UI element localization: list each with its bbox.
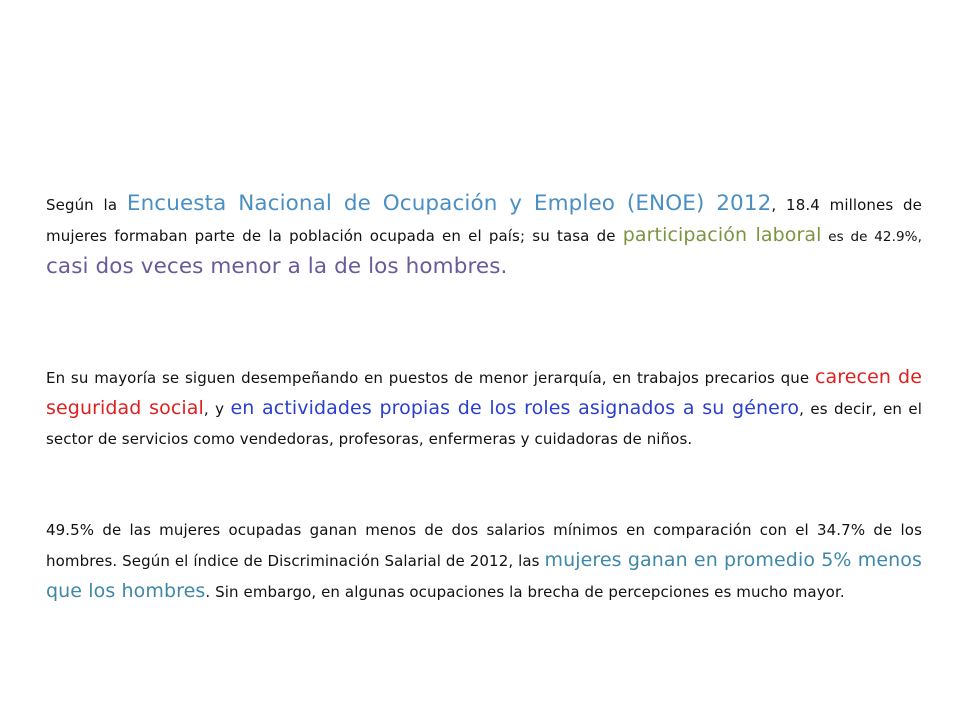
p1-highlight-enoe: Encuesta Nacional de Ocupación y Empleo (ENOE) 2012: [126, 191, 772, 216]
p3-highlight-promedio: mujeres ganan en promedio 5% menos que los hombres: [46, 549, 922, 602]
p2-text-servicios: , es decir, en el sector de servicios como vendedoras, profesoras, enfermeras y cuidadoras de niños.: [46, 400, 922, 448]
p1-text-millones: , 18.4 millones de mujeres formaban parte de la población ocupada en el país; su tasa de: [46, 196, 922, 245]
p1-highlight-participacion: participación laboral: [622, 224, 822, 246]
p1-text-period: .: [500, 254, 508, 279]
p3-text-brecha: . Sin embargo, en algunas ocupaciones la brecha de percepciones es mucho mayor.: [205, 583, 845, 601]
p3-text-intro: 49.5% de las mujeres ocupadas ganan menos de dos salarios mínimos en comparación con el 34.7% de los hombres. Según el índice de Discriminación Salarial de 2012, las: [46, 521, 922, 570]
body-text: [46, 0, 922, 720]
paragraph-jerarquia: [46, 362, 922, 454]
p1-highlight-hombres: casi dos veces menor a la de los hombres: [46, 254, 501, 279]
p2-text-y: , y: [203, 400, 231, 418]
p1-text-tasa: es de 42.9%,: [821, 229, 922, 245]
p2-highlight-seguridad: carecen de seguridad social: [46, 366, 922, 419]
p1-text-intro: Según la: [46, 196, 127, 214]
p2-text-intro: En su mayoría se siguen desempeñando en puestos de menor jerarquía, en trabajos precarios que: [46, 369, 815, 387]
p2-highlight-roles: en actividades propias de los roles asignados a su género: [230, 397, 800, 419]
paragraph-salarios: [46, 515, 922, 607]
paragraph-enoe: [46, 189, 922, 283]
